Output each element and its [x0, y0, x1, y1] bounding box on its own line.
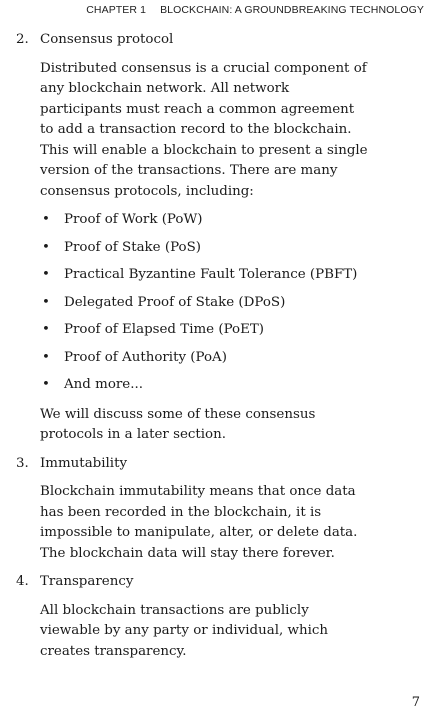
- bullet-icon: •: [42, 349, 50, 365]
- section-title: Consensus protocol: [40, 32, 174, 47]
- list-item: [40, 210, 416, 231]
- page-number: 7: [411, 695, 420, 710]
- bullet-icon: •: [42, 267, 50, 282]
- list-item: [40, 320, 416, 341]
- section-transparency: [16, 572, 416, 662]
- bullet-icon: •: [42, 212, 50, 227]
- section-heading: [16, 454, 416, 475]
- section-title: Immutability: [40, 455, 128, 471]
- paragraph: Distributed consensus is a crucial component of any blockchain network. All network participants must reach a common agreement to add a transaction record to the blockchain. This will enable a blockchain to present a single version of the transactions. There are many consensus protocols, including:: [40, 60, 368, 199]
- list-item: [40, 238, 416, 259]
- section-consensus-protocol: [16, 30, 416, 446]
- section-heading: [16, 572, 416, 593]
- paragraph: Blockchain immutability means that once data has been recorded in the blockchain, it is impossible to manipulate, alter, or delete data. The blockchain data will stay there forever.: [40, 484, 358, 561]
- bullet-icon: •: [42, 322, 50, 337]
- list-item-text: Proof of Elapsed Time (PoET): [64, 322, 265, 337]
- list-item: [40, 265, 416, 286]
- list-item-text: Proof of Work (PoW): [64, 212, 203, 227]
- running-head: [86, 4, 424, 16]
- bullet-icon: •: [42, 377, 50, 392]
- bullet-icon: •: [42, 294, 50, 310]
- paragraph: All blockchain transactions are publicly viewable by any party or individual, which creates transparency.: [40, 602, 329, 659]
- section-number: 3.: [16, 455, 29, 471]
- list-item-text: And more...: [64, 377, 143, 392]
- list-item: [40, 348, 416, 369]
- list-item-text: Proof of Authority (PoA): [64, 349, 227, 365]
- paragraph: We will discuss some of these consensus protocols in a later section.: [40, 406, 316, 442]
- section-title: Transparency: [40, 574, 134, 589]
- consensus-protocol-list: [40, 210, 416, 396]
- list-item: [40, 293, 416, 314]
- section-number: 2.: [16, 32, 29, 47]
- page-body: [16, 30, 416, 670]
- bullet-icon: •: [42, 239, 50, 255]
- section-heading: [16, 30, 416, 51]
- list-item-text: Proof of Stake (PoS): [64, 239, 202, 255]
- chapter-label: CHAPTER 1: [86, 4, 147, 16]
- list-item: [40, 375, 416, 396]
- section-immutability: [16, 454, 416, 565]
- list-item-text: Practical Byzantine Fault Tolerance (PBFT): [64, 267, 358, 282]
- chapter-title: BLOCKCHAIN: A GROUNDBREAKING TECHNOLOGY: [160, 4, 424, 16]
- section-number: 4.: [16, 574, 29, 589]
- list-item-text: Delegated Proof of Stake (DPoS): [64, 294, 286, 310]
